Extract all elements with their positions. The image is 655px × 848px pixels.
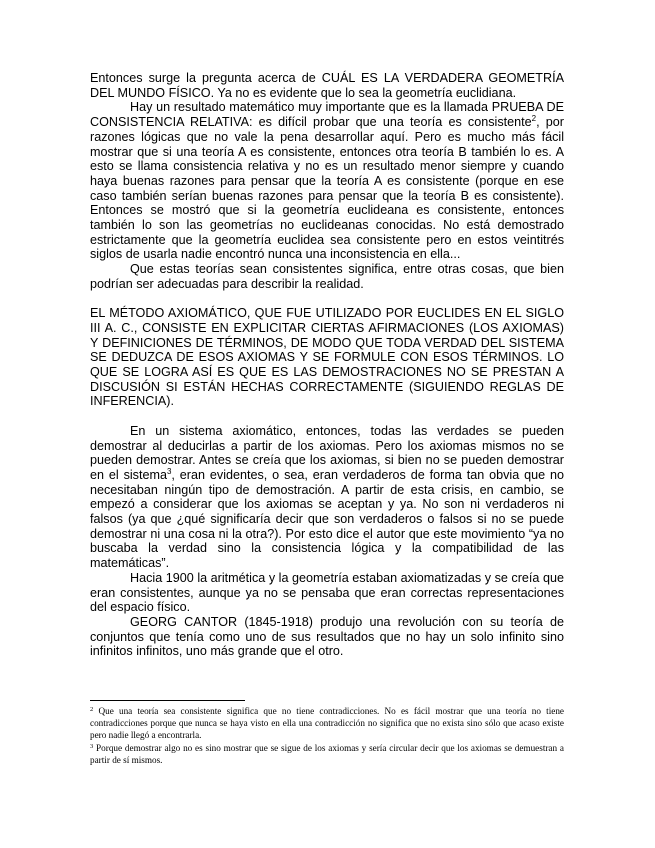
footnote-3: $^3$ Porque demostrar algo no es sino mostrar que se sigue de los axiomas y sería circular decir que los axiomas se demuestran a partir de sí mismos. xyxy=(90,742,564,765)
paragraph-axiomatic-system: En un sistema axiomático, entonces, todas las verdades se pueden demostrar al deducirlas a partir de los axiomas. Pero los axiomas mismos no se pueden demostrar. Antes se creía que los axiomas, si bien no se pueden demostrar en el sistema$^3$, eran evidentes, o sea, eran verdaderos de forma tan obvia que no necesitaban ningún tipo de demostración. A partir de esta crisis, en cambio, se empezó a considerar que los axiomas se aceptan y ya. No son ni verdaderos ni falsos (ya que ¿qué significaría decir que son verdaderos o falsos si no se puede demostrar ni una cosa ni la otra?). Por esto dice el autor que este movimiento “ya no buscaba la verdad sino la consistencia lógica y la compatibilidad de las matemáticas”. xyxy=(90,423,564,571)
footnote-ref-2: 2 xyxy=(531,114,537,124)
footnote-separator xyxy=(90,700,245,701)
paragraph-cantor: GEORG CANTOR (1845-1918) produjo una revolución con su teoría de conjuntos que tenía como uno de sus resultados que no hay un solo infinito sino infinitos infinitos, uno más grande que el otro. xyxy=(90,614,564,659)
footnote-2: $^2$ Que una teoría sea consistente significa que no tiene contradicciones. No es fácil mostrar que una teoría no tiene contradicciones porque que nunca se haya visto en ella una contradicción no significa que no exista sino sólo que acaso existe pero nadie llegó a encontrarla. xyxy=(90,706,564,741)
paragraph-axiomatic-method: EL MÉTODO AXIOMÁTICO, QUE FUE UTILIZADO POR EUCLIDES EN EL SIGLO III A. C., CONSISTE EN EXPLICITAR CIERTAS AFIRMACIONES (LOS AXIOMAS) Y DEFINICIONES DE TÉRMINOS, DE MODO QUE TODA VERDAD DEL SISTEMA SE DEDUZCA DE ESOS AXIOMAS Y SE FORMULE CON ESOS TÉRMINOS. LO QUE SE LOGRA ASÍ ES QUE ES LAS DEMOSTRACIONES NO SE PRESTAN A DISCUSIÓN SI ESTÁN HECHAS CORRECTAMENTE (SIGUIENDO REGLAS DE INFERENCIA). xyxy=(90,306,564,409)
paragraph-consistent-theories: Que estas teorías sean consistentes significa, entre otras cosas, que bien podrían ser adecuadas para describir la realidad. xyxy=(90,262,564,291)
paragraph-geometry-question: Entonces surge la pregunta acerca de CUÁL ES LA VERDADERA GEOMETRÍA DEL MUNDO FÍSICO. Ya no es evidente que lo sea la geometría euclidiana. xyxy=(90,71,564,100)
footnote-ref-3: 3 xyxy=(166,466,172,476)
footnotes xyxy=(90,700,564,766)
paragraph-1900: Hacia 1900 la aritmética y la geometría estaban axiomatizadas y se creía que eran consistentes, aunque ya no se pensaba que eran correctas representaciones del espacio físico. xyxy=(90,570,564,615)
paragraph-relative-consistency: Hay un resultado matemático muy importante que es la llamada PRUEBA DE CONSISTENCIA RELATIVA: es difícil probar que una teoría es consistente$^2$, por razones lógicas que no vale la pena desarrollar aquí. Pero es mucho más fácil mostrar que si una teoría A es consistente, entonces otra teoría B también lo es. A esto se llama consistencia relativa y no es un resultado menor siempre y cuando haya buenas razones para pensar que la teoría A es consistente (porque en ese caso también serían buenas razones para pensar que la teoría B es consistente). Entonces se mostró que si la geometría euclideana es consistente, entonces también lo son las geometrías no euclideanas conocidas. No está demostrado estrictamente que la geometría euclidea sea consistente pero en estos veintitrés siglos de usarla nadie encontró nunca una inconsistencia en ella... xyxy=(90,100,565,262)
body-text xyxy=(90,71,564,659)
